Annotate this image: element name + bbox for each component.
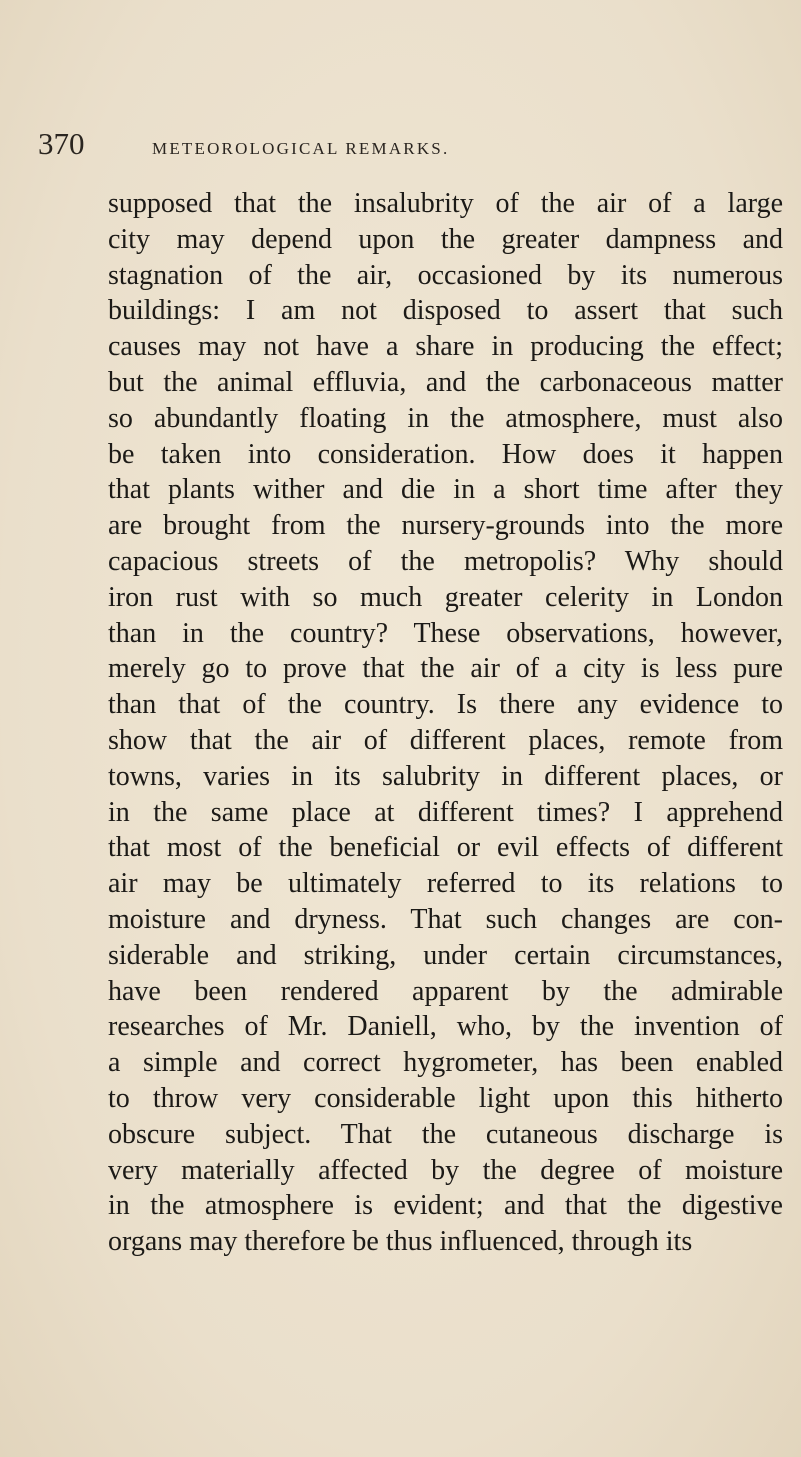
page-header <box>0 128 801 168</box>
text-line: than in the country? These observations, however, <box>108 617 783 649</box>
text-line: to throw very considerable light upon this hitherto <box>108 1082 783 1114</box>
text-line: but the animal effluvia, and the carbonaceous matter <box>108 366 783 398</box>
text-line: are brought from the nursery-grounds into the more <box>108 510 783 542</box>
text-line: obscure subject. That the cutaneous discharge is <box>108 1118 783 1150</box>
text-line: capacious streets of the metropolis? Why should <box>108 545 783 577</box>
text-line: a simple and correct hygrometer, has been enabled <box>108 1047 783 1079</box>
text-line: show that the air of different places, remote from <box>108 724 783 756</box>
text-line: stagnation of the air, occasioned by its numerous <box>108 259 783 291</box>
text-line: air may be ultimately referred to its relations to <box>108 868 783 900</box>
text-line: that most of the beneficial or evil effects of different <box>108 832 783 864</box>
text-line: that plants wither and die in a short time after they <box>108 474 783 506</box>
text-line: buildings: I am not disposed to assert that such <box>108 295 783 327</box>
page-number: 370 <box>38 126 85 161</box>
text-line: than that of the country. Is there any evidence to <box>108 689 783 721</box>
body-paragraph <box>108 186 783 1260</box>
text-line: organs may therefore be thus influenced, through its <box>108 1226 693 1258</box>
text-line: moisture and dryness. That such changes are con- <box>108 903 783 935</box>
text-line: have been rendered apparent by the admirable <box>108 975 783 1007</box>
text-line: city may depend upon the greater dampness and <box>108 223 783 255</box>
text-line: merely go to prove that the air of a city is less pure <box>108 653 783 685</box>
text-line: in the same place at different times? I apprehend <box>108 796 783 828</box>
text-line: siderable and striking, under certain circumstances, <box>108 939 783 971</box>
text-line: towns, varies in its salubrity in different places, or <box>108 760 783 792</box>
text-line: in the atmosphere is evident; and that the digestive <box>108 1190 783 1222</box>
text-line: researches of Mr. Daniell, who, by the invention of <box>108 1011 783 1043</box>
text-line: be taken into consideration. How does it happen <box>108 438 783 470</box>
running-head: METEOROLOGICAL REMARKS. <box>152 139 450 158</box>
text-line: supposed that the insalubrity of the air of a large <box>108 188 783 219</box>
text-line: causes may not have a share in producing the effect; <box>108 331 783 363</box>
text-line: iron rust with so much greater celerity in London <box>108 581 783 613</box>
text-line: so abundantly floating in the atmosphere, must also <box>108 402 783 434</box>
text-line: very materially affected by the degree of moisture <box>108 1154 783 1186</box>
